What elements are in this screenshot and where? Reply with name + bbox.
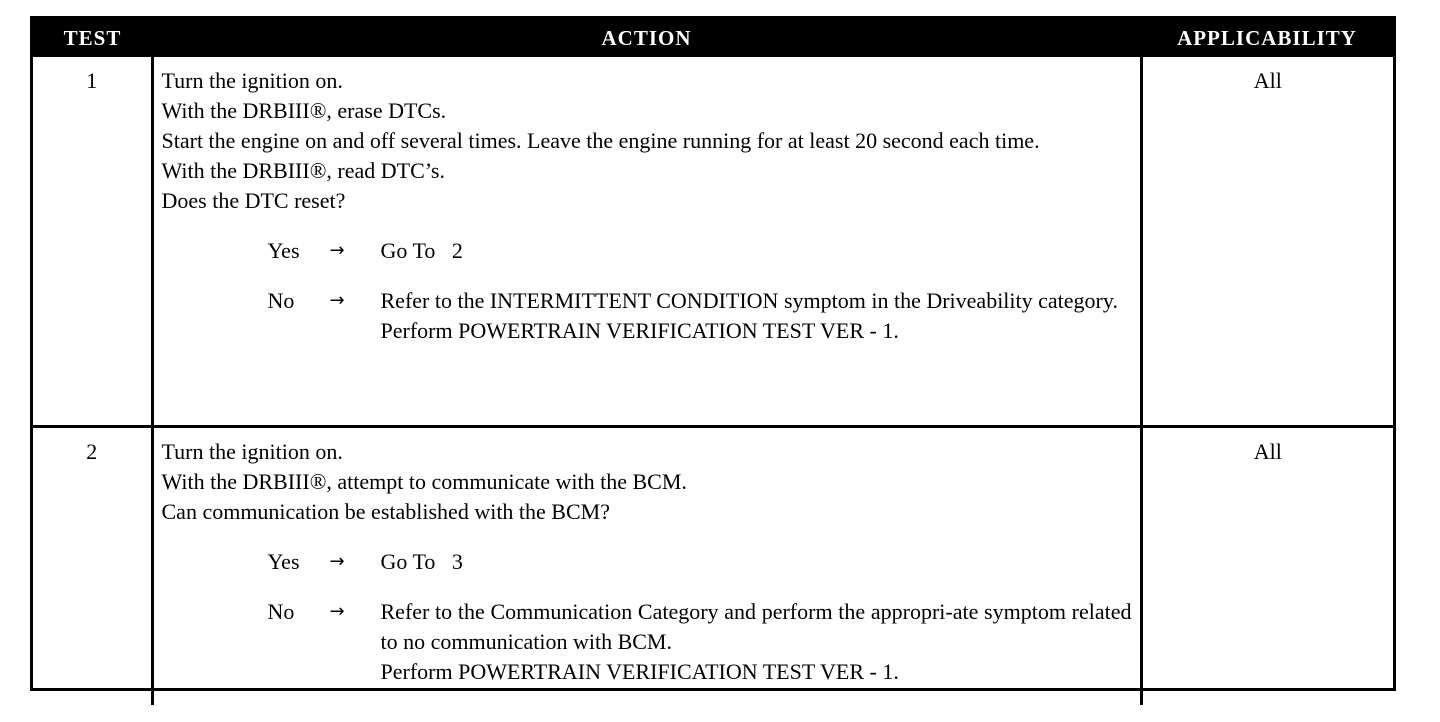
result-no-text xyxy=(381,286,1132,346)
result-no-line: Perform POWERTRAIN VERIFICATION TEST VER - 1. xyxy=(380,659,899,684)
action-step: With the DRBIII®, erase DTCs. xyxy=(161,98,447,123)
applicability-value: All xyxy=(1141,427,1393,706)
action-step: Turn the ignition on. xyxy=(161,439,343,464)
header-applicability: APPLICABILITY xyxy=(1141,19,1393,57)
result-no-line: Refer to the INTERMITTENT CONDITION symptom in the Driveability category. xyxy=(380,288,1118,313)
table-row xyxy=(33,427,1393,706)
result-yes xyxy=(268,236,1132,266)
result-no-label: No xyxy=(267,288,295,313)
test-number: 2 xyxy=(33,427,152,706)
result-no xyxy=(268,286,1132,346)
test-table xyxy=(33,19,1393,705)
result-yes-label: Yes xyxy=(267,238,300,263)
header-row xyxy=(33,19,1393,57)
applicability-value: All xyxy=(1253,68,1282,93)
action-step: Turn the ignition on. xyxy=(161,68,343,93)
diagnostic-test-table xyxy=(30,16,1396,691)
action-step: With the DRBIII®, read DTC’s. xyxy=(161,158,445,183)
result-yes-text: Go To 2 xyxy=(380,238,463,263)
result-no-line: Refer to the Communication Category and perform the appropri-ate symptom related to no communication with BCM. xyxy=(380,599,1132,654)
header-test: TEST xyxy=(33,19,152,57)
action-step: Can communication be established with the BCM? xyxy=(161,499,610,524)
result-yes xyxy=(268,547,1132,577)
right-arrow-icon: → xyxy=(329,601,345,622)
header-action: ACTION xyxy=(152,19,1141,57)
right-arrow-icon: → xyxy=(329,551,345,572)
result-no-text xyxy=(381,597,1132,687)
action-step: Does the DTC reset? xyxy=(161,188,346,213)
result-yes-text: Go To 3 xyxy=(380,549,463,574)
result-no-line: Perform POWERTRAIN VERIFICATION TEST VER - 1. xyxy=(380,318,899,343)
result-no xyxy=(268,597,1132,687)
action-cell xyxy=(152,427,1141,706)
action-step: With the DRBIII®, attempt to communicate with the BCM. xyxy=(161,469,687,494)
right-arrow-icon: → xyxy=(329,290,345,311)
action-cell xyxy=(152,57,1141,427)
result-yes-label: Yes xyxy=(267,549,300,574)
action-step: Start the engine on and off several times. Leave the engine running for at least 20 second each time. xyxy=(161,128,1040,153)
test-number: 1 xyxy=(33,57,152,427)
right-arrow-icon: → xyxy=(329,240,345,261)
table-row xyxy=(33,57,1393,427)
result-no-label: No xyxy=(267,599,295,624)
